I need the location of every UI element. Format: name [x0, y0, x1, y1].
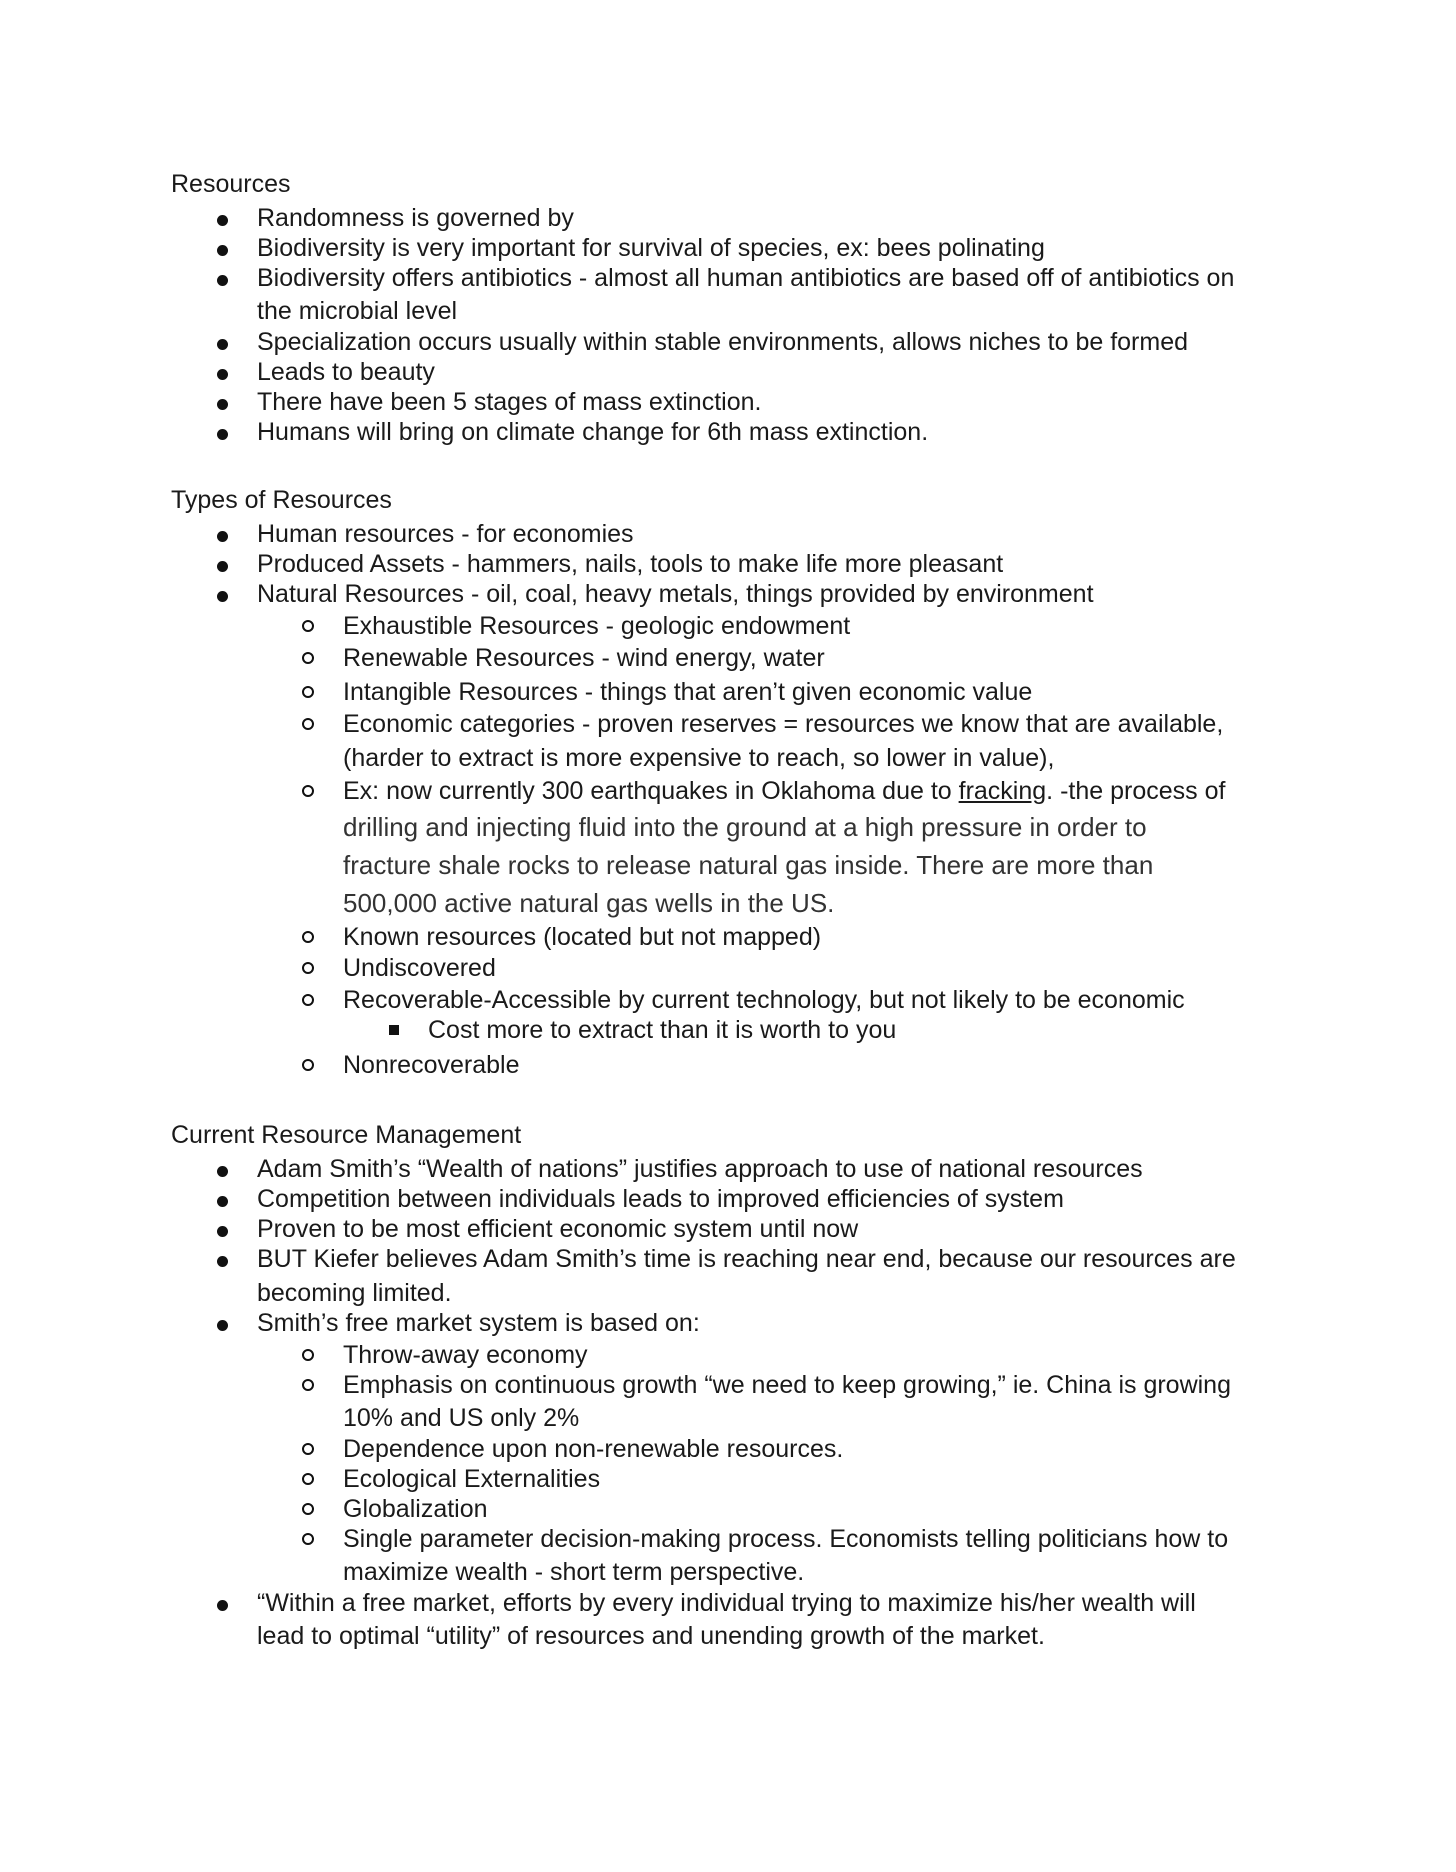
- bullet-disc: [217, 531, 228, 542]
- sub-list-item-fracking: [343, 776, 1225, 806]
- bullet-circle: [302, 1379, 314, 1391]
- fracking-prefix: Ex: now currently 300 earthquakes in Oklahoma due to: [343, 777, 959, 805]
- list-item: Proven to be most efficient economic system until now: [257, 1215, 859, 1243]
- section-heading-resources: Resources: [171, 170, 291, 198]
- sub-list-item-continuation: 500,000 active natural gas wells in the US.: [343, 888, 835, 918]
- list-item-continuation: lead to optimal “utility” of resources and unending growth of the market.: [257, 1622, 1045, 1650]
- bullet-circle: [302, 1473, 314, 1485]
- list-item: Randomness is governed by: [257, 204, 574, 232]
- list-item: Natural Resources - oil, coal, heavy metals, things provided by environment: [257, 580, 1094, 608]
- bullet-circle: [302, 686, 314, 698]
- list-item: Biodiversity offers antibiotics - almost all human antibiotics are based off of antibiotics on: [257, 264, 1235, 292]
- bullet-circle: [302, 931, 314, 943]
- bullet-disc: [217, 399, 228, 410]
- bullet-disc: [217, 1320, 228, 1331]
- list-item-continuation: the microbial level: [257, 297, 458, 325]
- sub-list-item-continuation: maximize wealth - short term perspective.: [343, 1558, 805, 1586]
- sub-list-item: Renewable Resources - wind energy, water: [343, 644, 825, 672]
- bullet-disc: [217, 275, 228, 286]
- section-heading-types-of-resources: Types of Resources: [171, 486, 392, 514]
- list-item: Humans will bring on climate change for 6th mass extinction.: [257, 418, 929, 446]
- sub-list-item-continuation: drilling and injecting fluid into the ground at a high pressure in order to: [343, 812, 1147, 842]
- list-item: Leads to beauty: [257, 358, 435, 386]
- sub-list-item-continuation: fracture shale rocks to release natural gas inside. There are more than: [343, 850, 1154, 880]
- bullet-disc: [217, 1600, 228, 1611]
- bullet-disc: [217, 591, 228, 602]
- sub-list-item: Economic categories - proven reserves = resources we know that are available,: [343, 710, 1224, 738]
- section-heading-current-resource-management: Current Resource Management: [171, 1121, 522, 1149]
- sub-list-item: Recoverable-Accessible by current technology, but not likely to be economic: [343, 986, 1185, 1014]
- bullet-disc: [217, 1166, 228, 1177]
- list-item: BUT Kiefer believes Adam Smith’s time is reaching near end, because our resources are: [257, 1245, 1236, 1273]
- bullet-circle: [302, 785, 314, 797]
- bullet-circle: [302, 962, 314, 974]
- sub-list-item: Single parameter decision-making process. Economists telling politicians how to: [343, 1525, 1229, 1553]
- sub-list-item: Known resources (located but not mapped): [343, 923, 822, 951]
- bullet-circle: [302, 620, 314, 632]
- bullet-disc: [217, 1256, 228, 1267]
- sub-list-item: Globalization: [343, 1495, 488, 1523]
- sub-list-item: Exhaustible Resources - geologic endowment: [343, 612, 851, 640]
- sub-list-item: Ecological Externalities: [343, 1465, 601, 1493]
- bullet-disc: [217, 429, 228, 440]
- bullet-circle: [302, 994, 314, 1006]
- list-item: Adam Smith’s “Wealth of nations” justifies approach to use of national resources: [257, 1155, 1143, 1183]
- sub-sub-list-item: Cost more to extract than it is worth to you: [428, 1016, 897, 1044]
- sub-list-item: Dependence upon non-renewable resources.: [343, 1435, 844, 1463]
- list-item: Specialization occurs usually within stable environments, allows niches to be formed: [257, 328, 1189, 356]
- bullet-circle: [302, 652, 314, 664]
- list-item-continuation: becoming limited.: [257, 1279, 452, 1307]
- bullet-circle: [302, 1533, 314, 1545]
- bullet-square: [389, 1025, 399, 1035]
- bullet-disc: [217, 215, 228, 226]
- sub-list-item: Emphasis on continuous growth “we need to keep growing,” ie. China is growing: [343, 1371, 1231, 1399]
- bullet-disc: [217, 369, 228, 380]
- bullet-disc: [217, 561, 228, 572]
- bullet-circle: [302, 1349, 314, 1361]
- list-item: Produced Assets - hammers, nails, tools to make life more pleasant: [257, 550, 1004, 578]
- sub-list-item: Undiscovered: [343, 954, 496, 982]
- list-item: Human resources - for economies: [257, 520, 634, 548]
- fracking-link[interactable]: fracking: [958, 777, 1047, 805]
- bullet-disc: [217, 1226, 228, 1237]
- bullet-circle: [302, 1503, 314, 1515]
- fracking-suffix: . -the process of: [1046, 777, 1226, 805]
- bullet-circle: [302, 1443, 314, 1455]
- list-item: “Within a free market, efforts by every individual trying to maximize his/her wealth will: [257, 1589, 1196, 1617]
- sub-list-item: Throw-away economy: [343, 1341, 588, 1369]
- list-item: There have been 5 stages of mass extinction.: [257, 388, 762, 416]
- sub-list-item: Nonrecoverable: [343, 1051, 520, 1079]
- sub-list-item: Intangible Resources - things that aren’t given economic value: [343, 678, 1033, 706]
- list-item: Competition between individuals leads to improved efficiencies of system: [257, 1185, 1064, 1213]
- bullet-circle: [302, 718, 314, 730]
- list-item: Smith’s free market system is based on:: [257, 1309, 700, 1337]
- bullet-circle: [302, 1059, 314, 1071]
- sub-list-item-continuation: 10% and US only 2%: [343, 1404, 580, 1432]
- bullet-disc: [217, 339, 228, 350]
- bullet-disc: [217, 1196, 228, 1207]
- list-item: Biodiversity is very important for survival of species, ex: bees polinating: [257, 234, 1045, 262]
- bullet-disc: [217, 245, 228, 256]
- sub-list-item-continuation: (harder to extract is more expensive to reach, so lower in value),: [343, 744, 1055, 772]
